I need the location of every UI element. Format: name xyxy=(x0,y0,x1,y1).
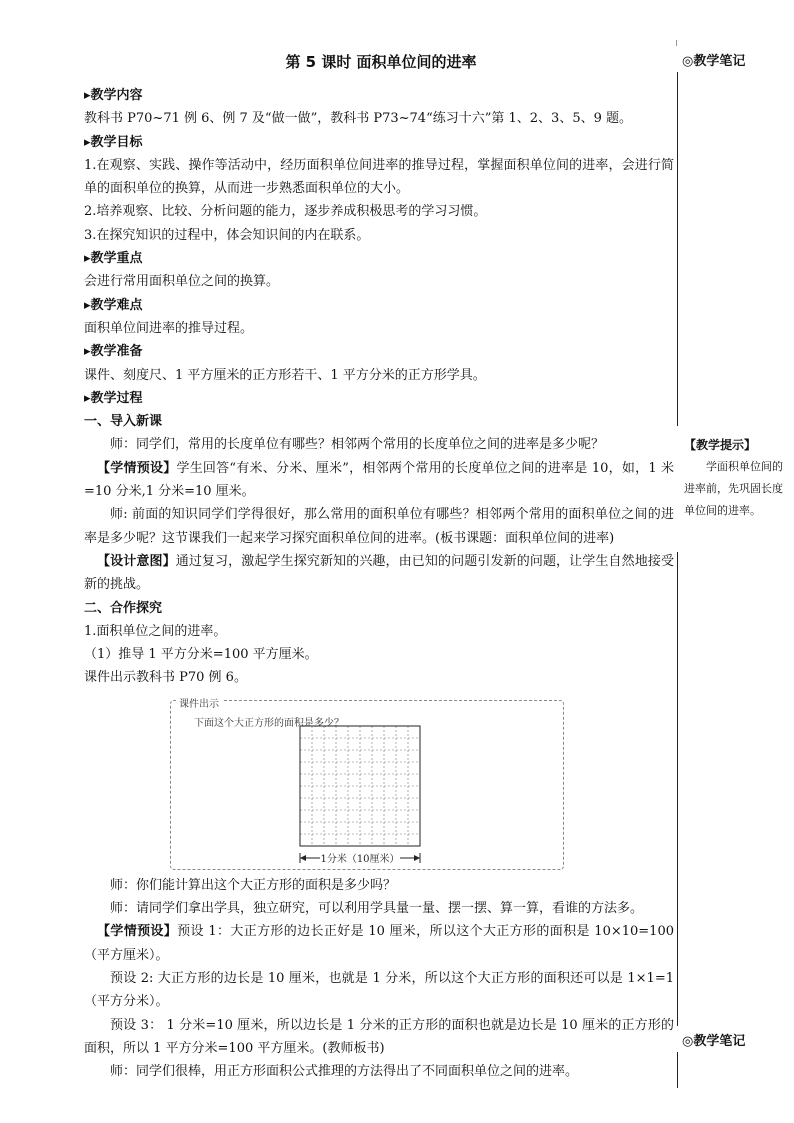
tip-text: 学面积单位间的进率前，先巩固长度单位间的进率。 xyxy=(684,460,783,517)
lesson-body xyxy=(84,84,674,1083)
paragraph-13: 师：同学们很棒，用正方形面积公式推理的方法得出了不同面积单位之间的进率。 xyxy=(110,1064,579,1080)
arrow-right xyxy=(414,855,420,861)
teaching-tip xyxy=(684,434,784,522)
heading-goals: ▸教学目标 xyxy=(84,134,143,150)
paragraph-9: 师：请同学们拿出学具，独立研究，可以利用学具量一量、摆一摆、算一算，看谁的方法多。 xyxy=(110,901,644,917)
paragraph-12: 预设 3： 1 分米=10 厘米，所以边长是 1 分米的正方形的面积也就是边长是 10 厘米的正方形的面积，所以 1 平方分米=100 平方厘米。(教师板书) xyxy=(84,1017,674,1056)
paragraph-10: 预设 1：大正方形的边长正好是 10 厘米，所以这个大正方形的面积是 10×10=100（平方厘米）。 xyxy=(84,924,674,963)
arrow-left xyxy=(300,855,306,861)
corner-tick xyxy=(676,40,677,46)
difficulty-text: 面积单位间进率的推导过程。 xyxy=(84,320,254,336)
paragraph-3: 师: 前面的知识同学们学得很好，那么常用的面积单位有哪些？相邻两个常用的面积单位之间的进率是多少呢？这节课我们一起来学习探究面积单位间的进率。(板书课题：面积单位间的进率) xyxy=(84,507,674,546)
figure-question: 下面这个大正方形的面积是多少？ xyxy=(194,717,344,729)
paragraph-6: （1）推导 1 平方分米=100 平方厘米。 xyxy=(84,647,318,663)
prep-text: 课件、刻度尺、1 平方厘米的正方形若干、1 平方分米的正方形学具。 xyxy=(84,367,486,383)
example-figure xyxy=(170,696,564,870)
heading-difficulty: ▸教学难点 xyxy=(84,297,143,313)
paragraph-2: 学生回答“有米、分米、厘米”，相邻两个常用的长度单位之间的进率是 10，如，1 米=10 分米,1 分米=10 厘米。 xyxy=(84,460,674,500)
grid-square xyxy=(170,696,564,870)
paragraph-11: 预设 2: 大正方形的边长是 10 厘米，也就是 1 分米，所以这个大正方形的面积还可以是 1×1=1（平方分米）。 xyxy=(84,970,674,1010)
figure-tag: 课件出示 xyxy=(176,693,222,716)
paragraph-4: 通过复习，激起学生探究新知的兴趣，由已知的问题引发新的问题，让学生自然地接受新的挑战。 xyxy=(84,553,674,593)
tip-heading: 【教学提示】 xyxy=(684,438,757,452)
notes-label-top: ◎教学笔记 xyxy=(682,54,746,69)
paragraph-5: 1.面积单位之间的进率。 xyxy=(84,623,227,639)
section-1-title: 一、导入新课 xyxy=(84,414,163,430)
heading-process: ▸教学过程 xyxy=(84,390,143,406)
key-text: 会进行常用面积单位之间的换算。 xyxy=(84,274,280,290)
paragraph-8: 师：你们能计算出这个大正方形的面积是多少吗？ xyxy=(110,877,397,893)
tag-design: 【设计意图】 xyxy=(97,553,176,569)
notes-divider-1 xyxy=(677,72,678,426)
goal-3: 3.在探究知识的过程中，体会知识间的内在联系。 xyxy=(84,227,370,243)
paragraph-7: 课件出示教科书 P70 例 6。 xyxy=(84,670,247,686)
dimension-label: 1分米（10厘米） xyxy=(320,853,400,865)
page-title: 第 5 课时 面积单位间的进率 xyxy=(285,53,477,71)
notes-divider-3 xyxy=(677,1052,678,1088)
heading-prep: ▸教学准备 xyxy=(84,344,143,360)
notes-divider-2 xyxy=(677,552,678,1026)
paragraph-1: 师：同学们，常用的长度单位有哪些？相邻两个常用的长度单位之间的进率是多少呢？ xyxy=(110,437,605,453)
tag-preset-2: 【学情预设】 xyxy=(97,924,178,940)
content-text: 教科书 P70~71 例 6、例 7 及“做一做”，教科书 P73~74“练习十六”第 1、2、3、5、9 题。 xyxy=(84,111,632,127)
heading-content: ▸教学内容 xyxy=(84,88,143,103)
notes-label-bottom: ◎教学笔记 xyxy=(682,1034,746,1049)
goal-1: 1.在观察、实践、操作等活动中，经历面积单位间进率的推导过程，掌握面积单位间的进率，会进行简单的面积单位的换算，从而进一步熟悉面积单位的大小。 xyxy=(84,157,674,197)
tag-preset: 【学情预设】 xyxy=(97,460,177,476)
section-2-title: 二、合作探究 xyxy=(84,600,163,616)
heading-key: ▸教学重点 xyxy=(84,251,143,267)
goal-2: 2.培养观察、比较、分析问题的能力，逐步养成积极思考的学习习惯。 xyxy=(84,204,487,220)
